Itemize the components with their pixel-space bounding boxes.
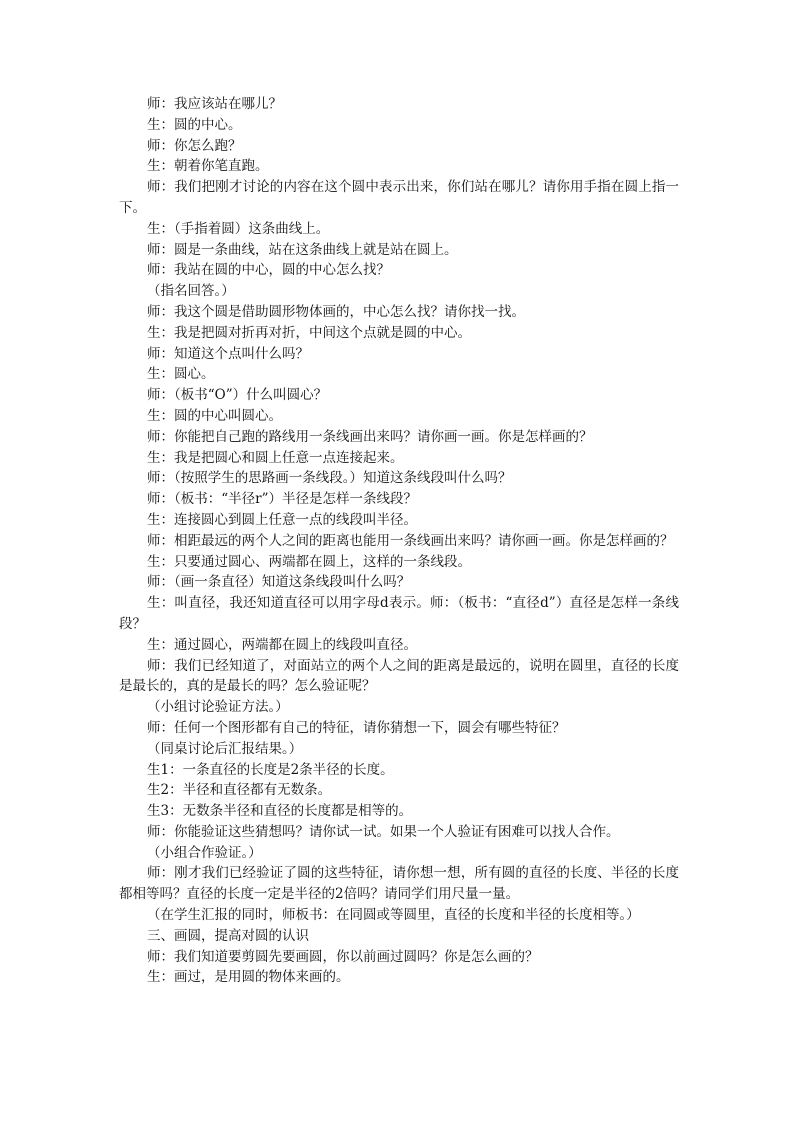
paragraph: 生：我是把圆对折再对折，中间这个点就是圆的中心。 [147,324,471,341]
paragraph: 师：你怎么跑？ [147,137,242,154]
paragraph: 生3：无数条半径和直径的长度都是相等的。 [147,803,413,820]
paragraph: 生：只要通过圆心、两端都在圆上，这样的一条线段。 [147,553,471,570]
paragraph: 师：（板书：“半径r”）半径是怎样一条线段？ [147,491,418,508]
paragraph: 师：我们知道要剪圆先要画圆，你以前画过圆吗？你是怎么画的？ [147,948,539,965]
paragraph: 师：我们已经知道了，对面站立的两个人之间的距离是最远的，说明在圆里，直径的长度是最长的，真的是最长的吗？怎么验证呢？ [119,657,679,695]
paragraph: （在学生汇报的同时，师板书：在同圆或等圆里，直径的长度和半径的长度相等。） [147,907,640,924]
paragraph: 师：（画一条直径）知道这条线段叫什么吗？ [147,574,411,591]
paragraph: 生：圆的中心。 [147,116,242,133]
paragraph: 师：任何一个图形都有自己的特征，请你猜想一下，圆会有哪些特征？ [147,719,566,736]
paragraph: 生：朝着你笔直跑。 [147,158,269,175]
paragraph: 生：圆心。 [147,366,215,383]
paragraph: 师：你能验证这些猜想吗？请你试一试。如果一个人验证有困难可以找人合作。 [147,823,620,840]
paragraph: 师：刚才我们已经验证了圆的这些特征，请你想一想，所有圆的直径的长度、半径的长度都相等吗？直径的长度一定是半径的2倍吗？请同学们用尺量一量。 [119,865,679,903]
paragraph: （同桌讨论后汇报结果。） [147,740,303,757]
paragraph: 师：我站在圆的中心，圆的中心怎么找？ [147,262,390,279]
paragraph: 生：连接圆心到圆上任意一点的线段叫半径。 [147,511,417,528]
paragraph: 师：（板书“O”）什么叫圆心？ [147,387,328,404]
paragraph: 生：我是把圆心和圆上任意一点连接起来。 [147,449,404,466]
paragraph: 师：（按照学生的思路画一条线段。）知道这条线段叫什么吗？ [147,470,512,487]
paragraph: 师：我应该站在哪儿？ [147,96,282,112]
section-heading: 三、画圆，提高对圆的认识 [147,927,309,944]
paragraph: （小组讨论验证方法。） [147,699,289,716]
paragraph: 生：叫直径，我还知道直径可以用字母d表示。师：（板书：“直径d”）直径是怎样一条线段？ [119,595,679,632]
paragraph: 生：画过，是用圆的物体来画的。 [147,969,350,986]
paragraph: 师：我这个圆是借助圆形物体画的，中心怎么找？请你找一找。 [147,303,525,320]
paragraph: （指名回答。） [147,283,235,300]
paragraph: 生：圆的中心叫圆心。 [147,407,282,424]
paragraph: 师：相距最远的两个人之间的距离也能用一条线画出来吗？请你画一画。你是怎样画的？ [147,532,674,549]
paragraph: （小组合作验证。） [147,844,262,861]
paragraph: 生1：一条直径的长度是2条半径的长度。 [147,761,394,778]
paragraph: 师：知道这个点叫什么吗？ [147,345,309,362]
paragraph: 生：通过圆心，两端都在圆上的线段叫直径。 [147,636,417,653]
paragraph: 生2：半径和直径都有无数条。 [147,782,332,799]
paragraph: 师：圆是一条曲线，站在这条曲线上就是站在圆上。 [147,241,458,258]
paragraph: 师：我们把刚才讨论的内容在这个圆中表示出来，你们站在哪儿？请你用手指在圆上指一下。 [119,179,679,216]
lesson-transcript [119,94,679,988]
paragraph: 生：（手指着圆）这条曲线上。 [147,220,330,237]
paragraph: 师：你能把自己跑的路线用一条线画出来吗？请你画一画。你是怎样画的？ [147,428,593,445]
